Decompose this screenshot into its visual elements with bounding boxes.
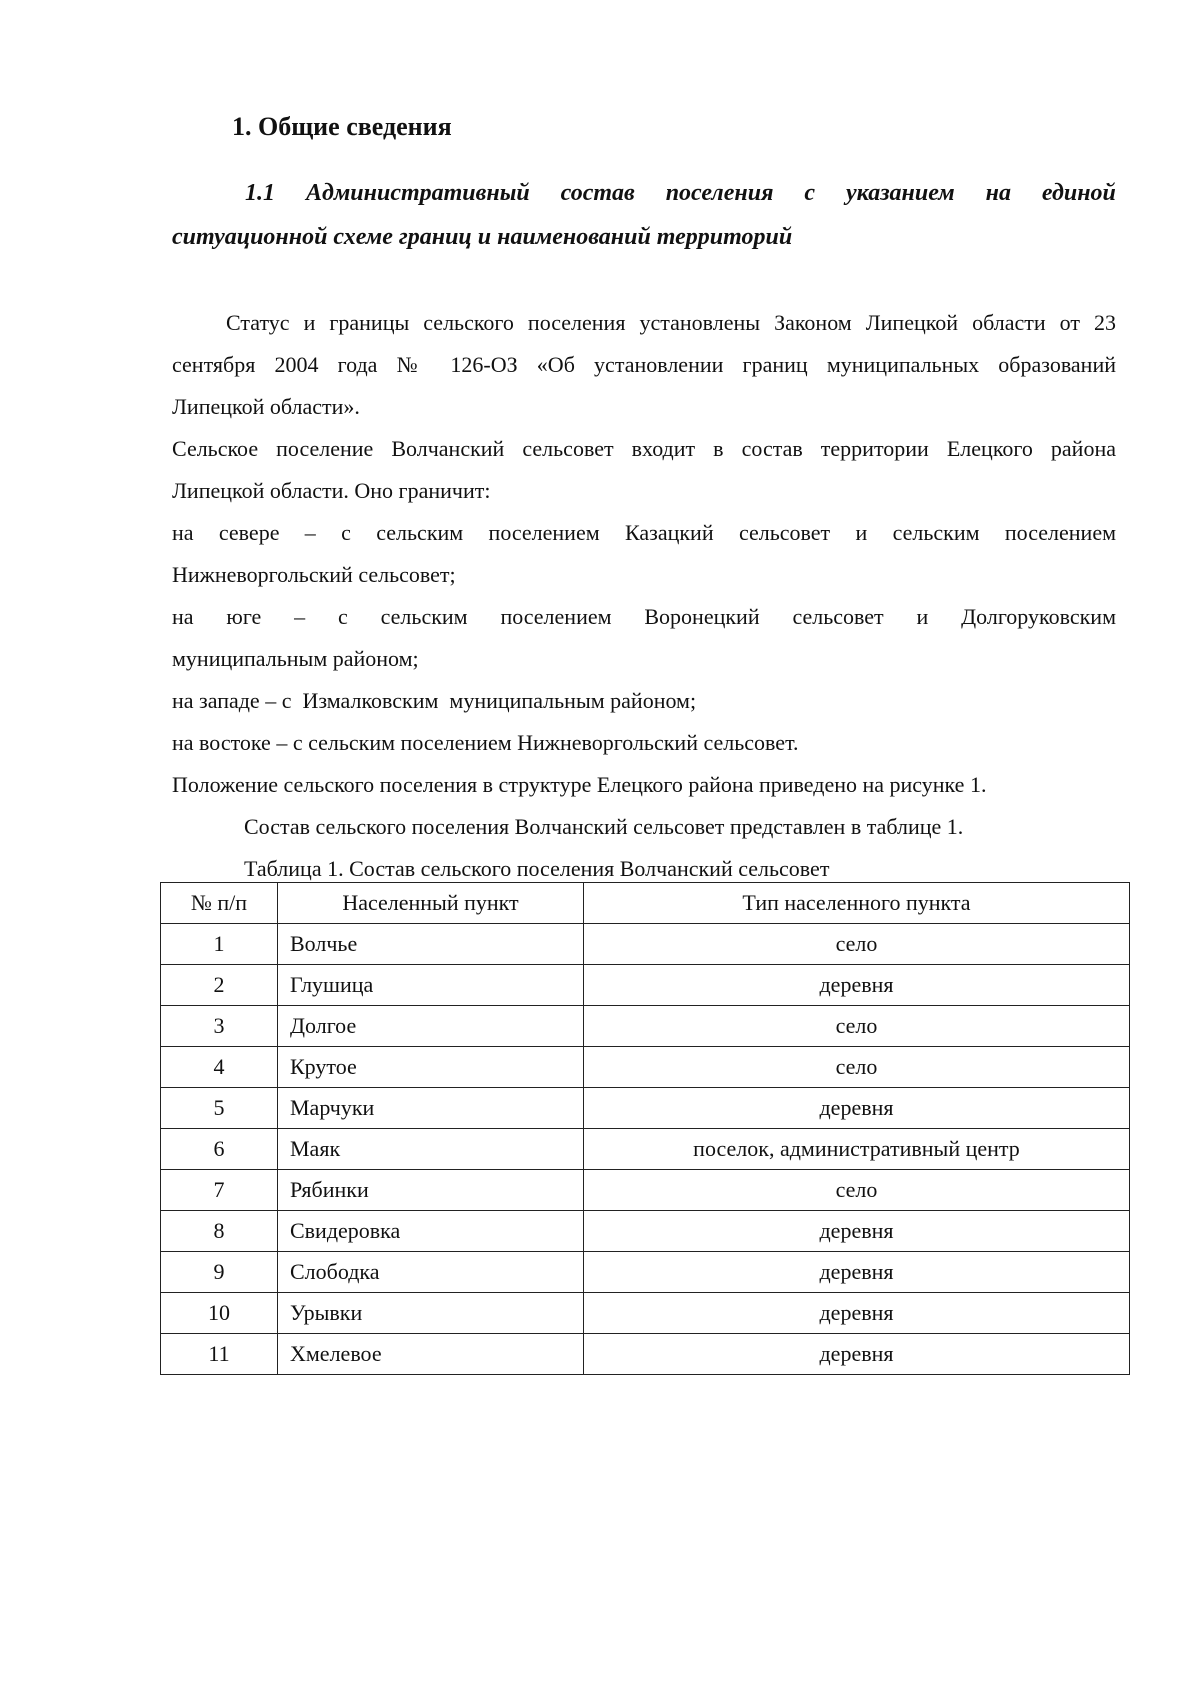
- cell-settlement: Урывки: [278, 1293, 584, 1334]
- cell-settlement-type: деревня: [584, 965, 1130, 1006]
- cell-settlement-type: село: [584, 1006, 1130, 1047]
- cell-settlement-type: село: [584, 1170, 1130, 1211]
- subheading-line-2: ситуационной схеме границ и наименований территорий: [172, 224, 793, 250]
- paragraph-table-reference: Состав сельского поселения Волчанский сельсовет представлен в таблице 1.: [244, 814, 964, 839]
- cell-settlement-type: село: [584, 924, 1130, 965]
- paragraph-north-line-2: Нижневоргольский сельсовет;: [172, 562, 456, 587]
- paragraph-position: Положение сельского поселения в структуре Елецкого района приведено на рисунке 1.: [172, 772, 987, 797]
- cell-settlement: Рябинки: [278, 1170, 584, 1211]
- table-caption: Таблица 1. Состав сельского поселения Волчанский сельсовет: [244, 856, 830, 881]
- cell-settlement-type: деревня: [584, 1334, 1130, 1375]
- cell-settlement: Долгое: [278, 1006, 584, 1047]
- cell-settlement: Слободка: [278, 1252, 584, 1293]
- table-row: [161, 1293, 1130, 1334]
- cell-number: 4: [161, 1047, 278, 1088]
- cell-settlement: Хмелевое: [278, 1334, 584, 1375]
- cell-settlement: Свидеровка: [278, 1211, 584, 1252]
- header-settlement: Населенный пункт: [278, 883, 584, 924]
- paragraph-composition-line-2: Липецкой области. Оно граничит:: [172, 478, 491, 503]
- paragraph-south-line-2: муниципальным районом;: [172, 646, 419, 671]
- cell-number: 5: [161, 1088, 278, 1129]
- cell-number: 10: [161, 1293, 278, 1334]
- paragraph-west: на западе – с Измалковским муниципальным районом;: [172, 688, 697, 713]
- cell-number: 9: [161, 1252, 278, 1293]
- subheading-word: с: [804, 180, 816, 206]
- paragraph-north-line-1: на севере – с сельским поселением Казацкий сельсовет и сельским поселением: [172, 520, 1116, 545]
- cell-number: 6: [161, 1129, 278, 1170]
- table-row: [161, 924, 1130, 965]
- section-heading: 1. Общие сведения: [232, 112, 452, 141]
- paragraph-east: на востоке – с сельским поселением Нижневоргольский сельсовет.: [172, 730, 799, 755]
- settlements-table: [160, 882, 1130, 1375]
- cell-settlement-type: деревня: [584, 1252, 1130, 1293]
- paragraph-south-line-1: на юге – с сельским поселением Воронецкий сельсовет и Долгоруковским: [172, 604, 1116, 629]
- subheading-word: состав: [560, 180, 635, 206]
- cell-settlement: Маяк: [278, 1129, 584, 1170]
- table-header-row: [161, 883, 1130, 924]
- table-row: [161, 1334, 1130, 1375]
- table-row: [161, 1088, 1130, 1129]
- cell-settlement-type: деревня: [584, 1088, 1130, 1129]
- cell-settlement: Крутое: [278, 1047, 584, 1088]
- cell-settlement-type: поселок, административный центр: [584, 1129, 1130, 1170]
- subheading-word: указанием: [845, 180, 955, 206]
- paragraph-status-line-1: Статус и границы сельского поселения установлены Законом Липецкой области от 23: [226, 310, 1116, 335]
- cell-settlement-type: село: [584, 1047, 1130, 1088]
- cell-number: 1: [161, 924, 278, 965]
- paragraph-composition-line-1: Сельское поселение Волчанский сельсовет входит в состав территории Елецкого района: [172, 436, 1116, 461]
- cell-number: 3: [161, 1006, 278, 1047]
- cell-number: 2: [161, 965, 278, 1006]
- cell-settlement: Марчуки: [278, 1088, 584, 1129]
- subheading-word: 1.1: [245, 180, 275, 206]
- subheading-word: на: [985, 180, 1011, 206]
- table-row: [161, 965, 1130, 1006]
- cell-settlement: Глушица: [278, 965, 584, 1006]
- cell-settlement-type: деревня: [584, 1211, 1130, 1252]
- table-row: [161, 1047, 1130, 1088]
- cell-number: 8: [161, 1211, 278, 1252]
- subheading-word: Административный: [305, 180, 530, 206]
- table-row: [161, 1129, 1130, 1170]
- subheading-word: единой: [1041, 180, 1116, 206]
- subheading-word: поселения: [665, 180, 774, 206]
- paragraph-status-line-3: Липецкой области».: [172, 394, 360, 419]
- table-row: [161, 1006, 1130, 1047]
- table-row: [161, 1170, 1130, 1211]
- table-row: [161, 1252, 1130, 1293]
- cell-number: 7: [161, 1170, 278, 1211]
- header-number: № п/п: [161, 883, 278, 924]
- subheading-line-1: [245, 180, 1116, 207]
- cell-settlement-type: деревня: [584, 1293, 1130, 1334]
- header-settlement-type: Тип населенного пункта: [584, 883, 1130, 924]
- table-row: [161, 1211, 1130, 1252]
- cell-settlement: Волчье: [278, 924, 584, 965]
- cell-number: 11: [161, 1334, 278, 1375]
- paragraph-status-line-2: сентября 2004 года № 126-ОЗ «Об установлении границ муниципальных образований: [172, 352, 1116, 377]
